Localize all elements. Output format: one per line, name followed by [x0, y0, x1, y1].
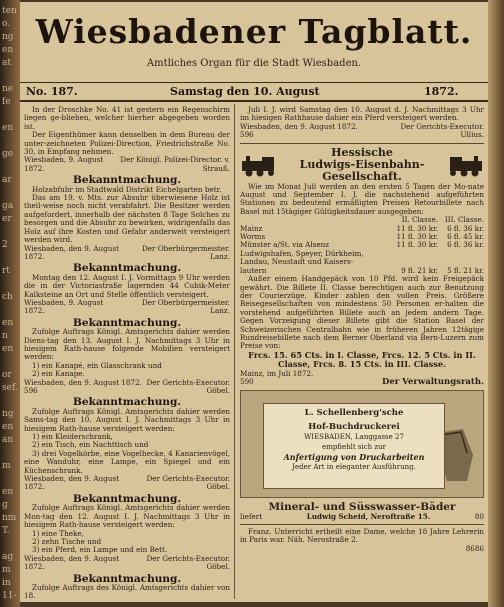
binding-text: ar: [2, 175, 12, 185]
signature-name: Der Gerichts-Executor.: [400, 121, 484, 131]
mineral-supplier: [240, 513, 484, 521]
fare-cell: Worms: [240, 232, 266, 242]
fare-cell: 6 fl. 36 kr.: [447, 240, 484, 250]
locomotive-icon: [444, 153, 484, 177]
notice-signature: [240, 123, 484, 131]
fare-table: [240, 216, 484, 275]
notice-paragraph: Zufolge Auftrags des Königl. Amtsgerichts dahier von 18.: [24, 582, 230, 601]
binding-text: er: [2, 214, 12, 224]
fare-cell: lautern: [240, 265, 267, 275]
notice-paragraph: Juli I. J. wird Samstag den 10. August d. J. Nachmittags 3 Uhr im hiesigen Rathhause dahier ein Pferd versteigert werden.: [240, 105, 484, 123]
issue-number: No. 187.: [26, 85, 78, 98]
binding-text: ag: [2, 552, 14, 562]
binding-text: or: [2, 370, 12, 380]
ad-card: [263, 403, 445, 489]
mineral-number: 80: [474, 511, 484, 521]
mineral-supplies: liefert: [240, 511, 263, 521]
notice-heading: Bekanntmachung.: [73, 492, 181, 505]
notice-paragraph: In der Droschke No. 41 ist gestern ein Regenschirm liegen ge-blieben, welcher hierher abgegeben worden ist.: [24, 105, 230, 131]
french-lessons: Franz. Unterricht ertheilt eine Dame, welche 18 Jahre Lehrerin in Paris war. Näh. Nerostraße 2.: [240, 526, 484, 545]
signature-name: Der Gerichts-Executor. Göbel.: [146, 553, 230, 572]
signature-name: Der Gerichts-Executor. Göbel.: [146, 474, 230, 492]
notice-heading: Bekanntmachung.: [73, 262, 181, 275]
binding-text: 11-: [2, 591, 17, 601]
notice-paragraph: Zufolge Auftrags Königl. Amtsgerichts dahier werden Sams-tag den 10. August I. J. Nachmittags 3 Uhr in hiesigem Rath-hause versteigert werden:: [24, 406, 230, 433]
printer-advertisement: [240, 390, 484, 498]
binding-text: an: [2, 435, 14, 445]
issue-date: Samstag den 10. August: [170, 85, 320, 98]
fare-header: II. Classe.: [401, 215, 438, 225]
notice-heading: Bekanntmachung.: [73, 396, 181, 409]
notice-heading: Bekanntmachung.: [73, 174, 181, 187]
binding-text: ng: [2, 32, 14, 42]
binding-text: ch: [2, 292, 13, 302]
binding-text: m: [2, 461, 11, 471]
fare-cell: [438, 250, 484, 258]
binding-text: en: [2, 318, 14, 328]
ad-number: 590: [240, 377, 254, 387]
signature-place: Wiesbaden, den 9. August 1872.: [24, 377, 142, 387]
notice-paragraph: Zufolge Auftrags Königl. Amtsgerichts dahier werden Diens-tag den 13. August I. J. Nachmittags 3 Uhr in hiesigem Rath-hause folgende Mobilien versteigert werden:: [24, 327, 230, 362]
railway-intro: Wie im Monat Juli werden an den ersten 5 Tagen der Mo-nate August und September I. J. die nachstehend aufgeführten Stationen zu bedeutend ermäßigten Preisen Retourbillete nach Basel mit 15tägiger Gültigkeitsdauer ausgegeben:: [240, 181, 484, 216]
fare-cell: Landau, Neustadt und Kaisers-: [240, 257, 354, 267]
binding-text: en: [2, 344, 14, 354]
fare-cell: Mainz: [240, 223, 263, 233]
notice-signature: [24, 475, 230, 492]
notice-paragraph: Das am 19. v. Mts. zur Absuhr überwiesene Holz ist theil-weise noch nicht verabfahrt. Die Besitzer werden aufgefordert, innerhalb der nächsten 8 Tage Solches zu besorgen und die Absuhr zu bewirken, widrigenfalls das Holz auf ihre Kosten und Gefahr anderweit versteigert werden wird.: [24, 193, 230, 245]
ad-line: Anfertigung von Druckarbeiten: [283, 451, 425, 462]
binding-text: sef.: [2, 383, 18, 393]
french-number: 8686: [465, 543, 484, 553]
railway-title-3: Gesellschaft.: [322, 169, 402, 183]
notice-paragraph: 1) ein Kanapé, ein Glasschrank und: [32, 360, 162, 370]
binding-text: en: [2, 422, 14, 432]
notice-paragraph: 2) zehn Tische und: [32, 536, 102, 546]
signature-name: Der Königl. Polizei-Director. v. Strauß.: [120, 155, 230, 173]
ad-name-1: L. Schellenberg'sche: [304, 407, 404, 418]
notice-horse-auction: [240, 106, 484, 140]
fare-header: III. Classe.: [444, 215, 484, 225]
signature-place: Wiesbaden, den 9. August 1872.: [240, 121, 358, 131]
fare-cell: Ludwigshafen, Speyer, Dürkheim,: [240, 248, 364, 258]
binding-text: ga: [2, 201, 14, 211]
issue-year: 1872.: [424, 85, 459, 98]
ad-note: empfiehlt sich zur: [322, 442, 386, 451]
page-edge-right: [488, 0, 504, 607]
binding-text: fe: [2, 97, 11, 107]
binding-text: ge: [2, 149, 14, 159]
notice-paragraph: 2) ein Tisch, ein Nachttisch und: [32, 440, 149, 450]
notice-signature: [24, 299, 230, 316]
mineral-title: Mineral- und Süsswasser-Bäder: [268, 500, 456, 513]
column-divider: [234, 104, 235, 599]
signature-place: Wiesbaden, 9. August 1872.: [24, 155, 104, 173]
signature-place: Wiesbaden, den 9. August 1872.: [24, 553, 119, 572]
mineral-supplier-name: Ludwig Scheid, Neroftraße 15.: [306, 511, 431, 521]
binding-text: en: [2, 123, 14, 133]
notice-signature: [24, 245, 230, 262]
fare-cell: 11 fl. 30 kr.: [396, 223, 438, 233]
ad-city: WIESBADEN, Langgasse 27: [304, 432, 404, 441]
binding-text: T.: [2, 526, 10, 536]
notice-signature: [24, 156, 230, 173]
railway-body: Außer einem Handgepäck von 10 Pfd. wird kein Freigepäck gewährt. Die Billete II. Classe berechtigen auch zur Benutzung der Courierzüge. Kinder zahlen den vollen Preis. Größere Reisegesellschaften von mindestens 50 Personen er-halten die vorstehend aufgeführten Billete auch an jedem andern Tage. Gegen Vorzeigung dieser Billete gibt die Station Basel der Schweizerischen Centralbahn wie in früheren Jahren 12tägige Rundreisebillete nach dem Berner Oberland via Bern-Luzern zum Preise von:: [240, 274, 484, 351]
signature-place: 596: [24, 386, 38, 395]
signature-place: 596: [240, 130, 254, 140]
fare-cell: [392, 250, 438, 258]
notice-signature: [24, 555, 230, 572]
notice-signature: [240, 131, 484, 139]
binding-text: rt: [2, 266, 10, 276]
divider: [240, 524, 484, 525]
notice-paragraph: 3) drei Vogelkörbe, eine Vogelhecke, 4 Kanarienvögel, eine Wanduhr, eine Lampe, ein Spiegel und ein Küchenschrank.: [24, 448, 230, 475]
railway-signer: Der Verwaltungsrath.: [381, 377, 484, 388]
fare-cell: 6 fl. 45 kr.: [447, 232, 484, 242]
notice-paragraph: Montag den 12. August I. J. Vormittags 9 Uhr werden die in der Victoriastraße lagernden 44 Cubik-Meter Kalksteine an Ort und Stelle öffentlich versteigert.: [24, 272, 230, 299]
railway-fares: Frcs. 15. 65 Cts. in I. Classe, Frcs. 12. 5 Cts. in II. Classe, Frcs. 8. 15 Cts. in III. Classe.: [248, 349, 476, 370]
fare-cell: 5 fl. 21 kr.: [447, 265, 484, 275]
book-binding: [0, 0, 20, 607]
notice-signature: [24, 379, 230, 387]
railway-signature: [240, 378, 484, 386]
fare-cell: 11 fl. 30 kr.: [396, 232, 438, 242]
ad-name-2: Hof-Buchdruckerei: [308, 421, 400, 432]
signature-name: Göbel.: [206, 386, 230, 395]
binding-text: at: [2, 58, 11, 68]
fare-cell: 6 fl. 36 kr.: [447, 223, 484, 233]
binding-text: nm: [2, 513, 17, 523]
ad-small: Jeder Art in eleganter Ausführung.: [292, 462, 416, 471]
binding-text: ng: [2, 409, 14, 419]
fare-header: [240, 216, 392, 224]
notice-heading: Bekanntmachung.: [73, 316, 181, 329]
fare-cell: 9 fl. 21 kr.: [401, 265, 438, 275]
binding-text: m: [2, 565, 11, 575]
right-column: [240, 106, 484, 553]
notice-paragraph: 3) ein Pferd, ein Lampe und ein Bett.: [32, 545, 168, 555]
railway-title-2: Ludwigs-Eisenbahn-: [299, 157, 425, 171]
fare-cell: 11 fl. 30 kr.: [396, 240, 438, 250]
railway-title-1: Hessische: [331, 145, 393, 159]
notice-paragraph: Zufolge Auftrags Königl. Amtsgerichts dahier werden Mon-tag den 12. August I. J. Nachmittags 3 Uhr in hiesigem Rath-hause versteigert werden:: [24, 503, 230, 530]
binding-text: o.: [2, 19, 11, 29]
left-column: [24, 106, 230, 601]
binding-text: n: [2, 331, 8, 341]
binding-text: en: [2, 45, 14, 55]
binding-text: g: [2, 500, 8, 510]
signature-name: Der Oberbürgermeister. Lanz.: [141, 243, 230, 261]
signature-place: Wiesbaden, 9. August 1872.: [24, 297, 104, 316]
binding-text: 2: [2, 240, 8, 250]
notice-paragraph: 2) ein Kanape.: [32, 369, 85, 379]
signature-name: Der Oberbürgermeister. Lanz.: [141, 297, 230, 316]
locomotive-icon: [240, 153, 280, 177]
binding-text: en: [2, 487, 14, 497]
divider: [240, 143, 484, 144]
notice-heading: Bekanntmachung.: [73, 572, 181, 585]
masthead-title: Wiesbadener Tagblatt.: [35, 12, 473, 51]
railway-place: Mainz, im Juli 1872.: [240, 368, 314, 378]
signature-place: Wiesbaden, den 9. August 1872.: [24, 474, 119, 492]
binding-text: ten: [2, 6, 17, 16]
notice-paragraph: 1) ein Kleiderschrank,: [32, 432, 113, 442]
masthead-subtitle: Amtliches Organ für die Stadt Wiesbaden.: [146, 58, 362, 69]
fare-cell: Münster a/St. via Alsenz: [240, 240, 330, 250]
dateline: [20, 82, 488, 102]
signature-place: Wiesbaden, den 9. August 1872.: [24, 243, 119, 261]
notice-paragraph: Holzabfuhr im Stadtwald Distrikt Eichelgarten betr.: [32, 184, 222, 194]
newspaper-sheet: [20, 2, 488, 602]
binding-text: in: [2, 578, 11, 588]
binding-text: ne: [2, 84, 14, 94]
signature-name: Der Gerichts-Executor.: [146, 377, 230, 387]
notice-paragraph: Der Eigenthümer kann denselben in dem Bureau der unter-zeichneten Polizei-Direction, Friedrichstraße No. 30, in Empfang nehmen.: [24, 130, 230, 157]
notice-signature: [24, 387, 230, 395]
signature-name: Ullius.: [460, 130, 484, 140]
railway-notice: [240, 147, 484, 387]
notice-paragraph: 1) eine Theke,: [32, 528, 84, 538]
